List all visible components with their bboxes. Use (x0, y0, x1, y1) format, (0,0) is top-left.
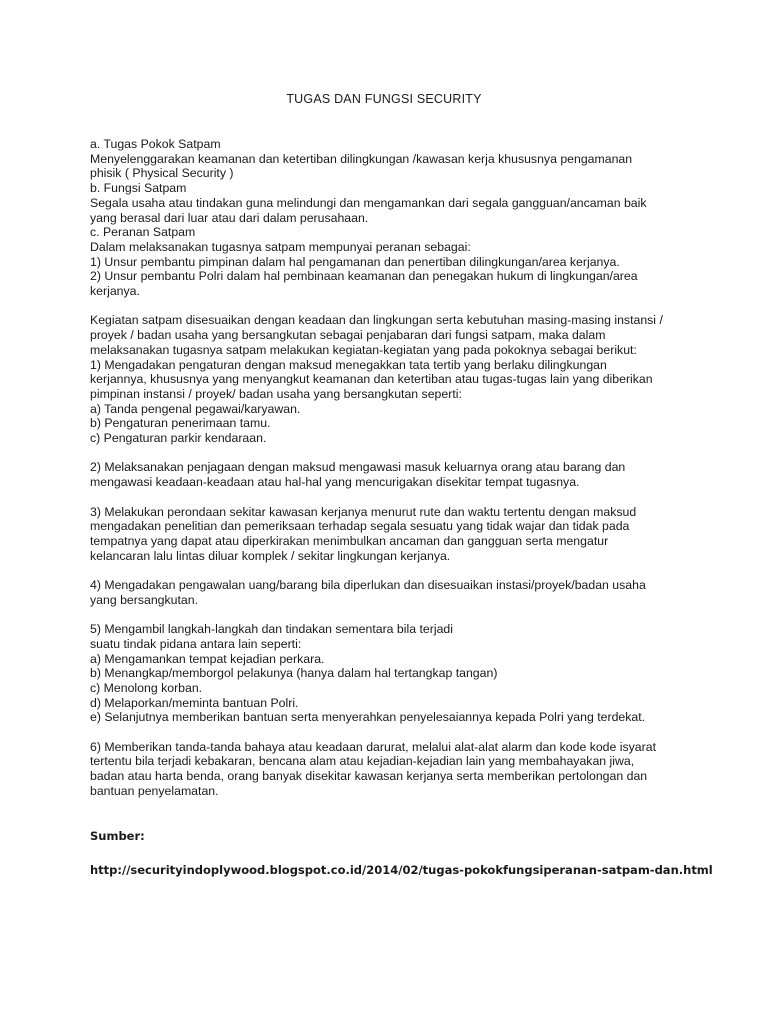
text-line: 1) Unsur pembantu pimpinan dalam hal pengamanan dan penertiban dilingkungan/area kerjanya. (90, 254, 620, 269)
text-line: 1) Mengadakan pengaturan dengan maksud menegakkan tata tertib yang berlaku dilingkungan (90, 357, 607, 372)
text-line: 6) Memberikan tanda-tanda bahaya atau keadaan darurat, melalui alat-alat alarm dan kode kode isyarat (90, 739, 656, 754)
text-line: a) Tanda pengenal pegawai/karyawan. (90, 401, 301, 416)
text-line: d) Melaporkan/meminta bantuan Polri. (90, 695, 299, 710)
paragraph-gap (90, 446, 690, 461)
paragraph-gap (90, 490, 690, 505)
text-line: pimpinan instansi / proyek/ badan usaha yang bersangkutan seperti: (90, 386, 462, 401)
text-line: kerjannya, khususnya yang menyangkut keamanan dan ketertiban atau tugas-tugas lain yang diberikan (90, 372, 653, 387)
paragraph-gap (90, 563, 690, 578)
text-line: b) Pengaturan penerimaan tamu. (90, 416, 271, 431)
text-line: badan atau harta benda, orang banyak disekitar kawasan kerjanya serta memberikan pertolongan dan (90, 769, 648, 784)
text-line: proyek / badan usaha yang bersangkutan sebagai penjabaran dari fungsi satpam, maka dalam (90, 328, 606, 343)
paragraph-gap (90, 607, 690, 622)
text-line: mengawasi keadaan-keadaan atau hal-hal yang mencurigakan disekitar tempat tugasnya. (90, 475, 580, 490)
text-line: phisik ( Physical Security ) (90, 166, 234, 181)
text-line: yang bersangkutan. (90, 592, 199, 607)
text-line: yang berasal dari luar atau dari dalam perusahaan. (90, 210, 369, 225)
text-line: tempatnya yang dapat atau diperkirakan menimbulkan ancaman dan gangguan serta mengatur (90, 533, 609, 548)
text-line: Kegiatan satpam disesuaikan dengan keadaan dan lingkungan serta kebutuhan masing-masing instansi / (90, 313, 663, 328)
text-line: suatu tindak pidana antara lain seperti: (90, 636, 302, 651)
text-line: Segala usaha atau tindakan guna melindungi dan mengamankan dari segala gangguan/ancaman baik (90, 195, 647, 210)
text-line: mengadakan penelitian dan pemeriksaan terhadap segala sesuatu yang tidak wajar dan tidak pada (90, 519, 630, 534)
paragraph-gap (90, 299, 690, 314)
text-line: Dalam melaksanakan tugasnya satpam mempunyai peranan sebagai: (90, 239, 471, 254)
source-label: Sumber: (90, 829, 145, 843)
text-line: b. Fungsi Satpam (90, 181, 187, 196)
document-body (90, 137, 690, 799)
text-line: c. Peranan Satpam (90, 225, 196, 240)
text-line: b) Menangkap/memborgol pelakunya (hanya dalam hal tertangkap tangan) (90, 666, 498, 681)
text-line: kerjanya. (90, 284, 140, 299)
text-line: tertentu bila terjadi kebakaran, bencana alam atau kejadian-kejadian lain yang membahayakan jiwa, (90, 754, 635, 769)
text-line: melaksanakan tugasnya satpam melakukan kegiatan-kegiatan yang pada pokoknya sebagai berikut: (90, 342, 637, 357)
text-line: c) Pengaturan parkir kendaraan. (90, 431, 267, 446)
text-line: kelancaran lalu lintas diluar komplek / sekitar lingkungan kerjanya. (90, 548, 451, 563)
text-line: 2) Unsur pembantu Polri dalam hal pembinaan keamanan dan penegakan hukum di lingkungan/area (90, 269, 638, 284)
text-line: a. Tugas Pokok Satpam (90, 137, 221, 151)
source-url: http://securityindoplywood.blogspot.co.id/2014/02/tugas-pokokfungsiperanan-satpam-dan.html (90, 863, 713, 877)
text-line: 2) Melaksanakan penjagaan dengan maksud mengawasi masuk keluarnya orang atau barang dan (90, 460, 626, 475)
text-line: 5) Mengambil langkah-langkah dan tindakan sementara bila terjadi (90, 622, 453, 637)
text-line: 3) Melakukan perondaan sekitar kawasan kerjanya menurut rute dan waktu tertentu dengan maksud (90, 504, 637, 519)
text-line: bantuan penyelamatan. (90, 783, 219, 798)
text-line: Menyelenggarakan keamanan dan ketertiban dilingkungan /kawasan kerja khususnya pengamanan (90, 151, 633, 166)
document-title: TUGAS DAN FUNGSI SECURITY (286, 92, 482, 106)
text-line: a) Mengamankan tempat kejadian perkara. (90, 651, 325, 666)
paragraph-gap (90, 725, 690, 740)
text-line: e) Selanjutnya memberikan bantuan serta menyerahkan penyelesaiannya kepada Polri yang terdekat. (90, 710, 646, 725)
text-line: c) Menolong korban. (90, 680, 203, 695)
text-line: 4) Mengadakan pengawalan uang/barang bila diperlukan dan disesuaikan instasi/proyek/badan usaha (90, 578, 646, 593)
